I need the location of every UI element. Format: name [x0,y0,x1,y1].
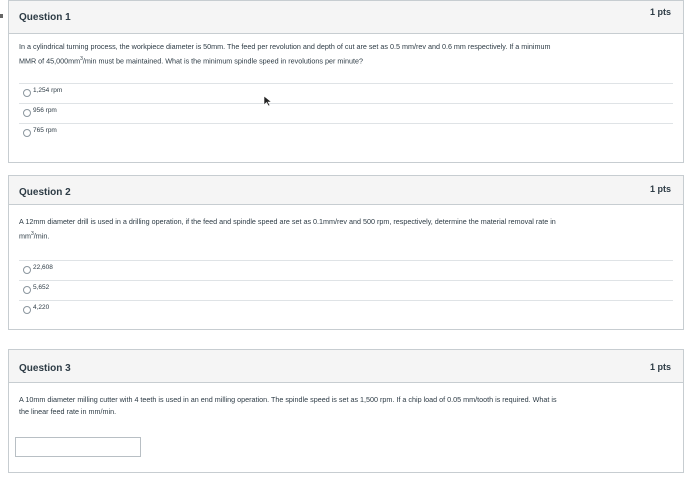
question-1-text-line1: In a cylindrical turning process, the workpiece diameter is 50mm. The feed per revolution and depth of cut are set as 0.5 mm/rev and 0.6 mm respectively. If a minimum [19,42,551,51]
window-edge-marker [0,14,3,18]
answer-label: 956 rpm [33,107,57,114]
question-3-points: 1 pts [649,362,671,372]
mouse-pointer-icon [263,95,273,107]
radio-button[interactable] [23,266,31,274]
answer-label: 22,608 [33,264,53,271]
question-1-title: Question 1 [19,12,71,23]
question-1-answer-3[interactable] [19,123,673,144]
question-1-text-sup: 3 [80,56,83,62]
question-2-text-line2b: /min. [33,231,50,241]
answer-label: 5,652 [33,284,50,291]
question-3-title: Question 3 [19,363,71,374]
question-1-points: 1 pts [649,7,671,17]
question-1-text-line2b: /min must be maintained. What is the minimum spindle speed in revolutions per minute? [82,56,363,66]
answer-text-input[interactable] [15,437,141,457]
question-1-answer-2[interactable] [19,103,673,124]
question-2-answer-2[interactable] [19,280,673,301]
radio-button[interactable] [23,109,31,117]
radio-button[interactable] [23,306,31,314]
answer-label: 4,220 [33,304,50,311]
question-2-header [9,176,683,205]
question-2-text [19,216,663,242]
question-2-points: 1 pts [649,184,671,194]
question-2-text-line2a: mm [19,231,31,241]
question-3-text-line1: A 10mm diameter milling cutter with 4 teeth is used in an end milling operation. The spindle speed is set as 1,500 rpm. If a chip load of 0.05 mm/tooth is required. What is [19,395,557,404]
answer-label: 765 rpm [33,127,57,134]
answer-label: 1,254 rpm [33,87,63,94]
question-2-title: Question 2 [19,187,71,198]
question-2-card [8,175,684,330]
question-3-header [9,350,683,383]
question-1-card [8,0,684,163]
radio-button[interactable] [23,286,31,294]
question-1-text-line2a: MMR of 45,000mm [19,56,81,66]
question-2-text-line2 [19,228,663,242]
question-2-text-sup: 3 [30,231,34,237]
question-3-text [19,394,663,418]
question-1-answer-1[interactable] [19,83,673,104]
radio-button[interactable] [23,129,31,137]
question-3-card [8,349,684,473]
question-1-text-line2 [19,53,663,67]
radio-button[interactable] [23,89,31,97]
question-2-text-line1: A 12mm diameter drill is used in a drilling operation, if the feed and spindle speed are set as 0.1mm/rev and 500 rpm, respectively, determine the material removal rate in [19,217,556,226]
question-1-text [19,41,663,67]
question-2-answer-3[interactable] [19,300,673,321]
question-3-text-line2: the linear feed rate in mm/min. [19,407,117,416]
question-2-answer-1[interactable] [19,260,673,281]
question-1-header [9,1,683,34]
